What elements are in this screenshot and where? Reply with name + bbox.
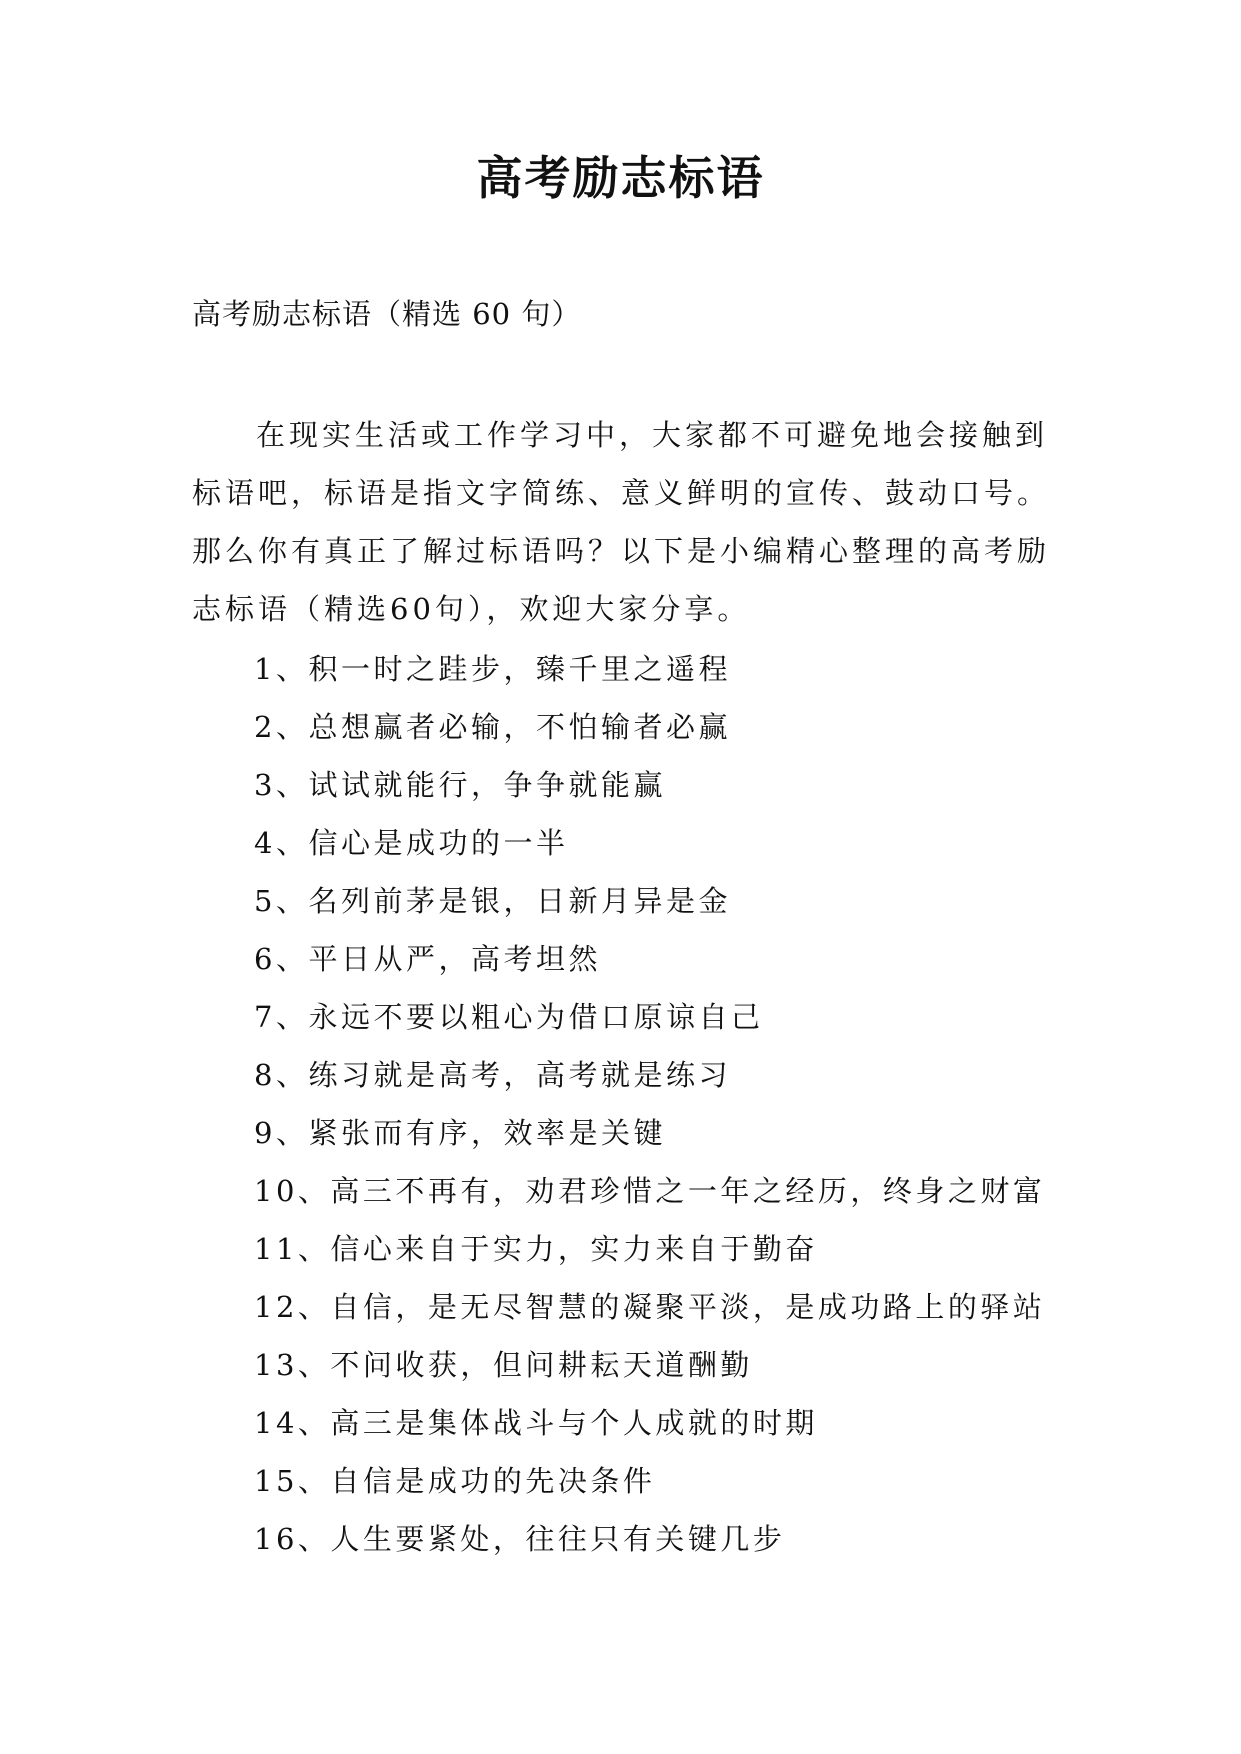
list-item: 14、高三是集体战斗与个人成就的时期: [254, 1406, 818, 1440]
list-item: 6、平日从严，高考坦然: [254, 942, 601, 976]
list-item: 10、高三不再有，劝君珍惜之一年之经历，终身之财富: [254, 1174, 1046, 1208]
slogan-list: [254, 640, 1045, 1568]
list-item: 11、信心来自于实力，实力来自于勤奋: [254, 1232, 818, 1266]
list-item: 13、不问收获，但问耕耘天道酬勤: [254, 1348, 753, 1382]
list-item: 2、总想赢者必输，不怕输者必赢: [254, 710, 731, 744]
intro-paragraph: 在现实生活或工作学习中，大家都不可避免地会接触到标语吧，标语是指文字简练、意义鲜明的宣传、鼓动口号。那么你有真正了解过标语吗？以下是小编精心整理的高考励志标语（精选60句），欢迎大家分享。: [192, 418, 1051, 626]
list-item: 4、信心是成功的一半: [254, 826, 569, 860]
list-item: 7、永远不要以粗心为借口原谅自己: [254, 1000, 764, 1034]
list-item: 16、人生要紧处，往往只有关键几步: [254, 1522, 786, 1556]
document-title: 高考励志标语: [476, 151, 765, 205]
list-item: 5、名列前茅是银，日新月异是金: [254, 884, 731, 918]
list-item: 9、紧张而有序，效率是关键: [254, 1116, 666, 1150]
list-item: 1、积一时之跬步，臻千里之遥程: [254, 652, 731, 686]
list-item: 3、试试就能行，争争就能赢: [254, 768, 666, 802]
list-item: 12、自信，是无尽智慧的凝聚平淡，是成功路上的驿站: [254, 1290, 1046, 1324]
document-subtitle: 高考励志标语（精选 60 句）: [192, 297, 582, 331]
list-item: 8、练习就是高考，高考就是练习: [254, 1058, 731, 1092]
list-item: 15、自信是成功的先决条件: [254, 1464, 656, 1498]
